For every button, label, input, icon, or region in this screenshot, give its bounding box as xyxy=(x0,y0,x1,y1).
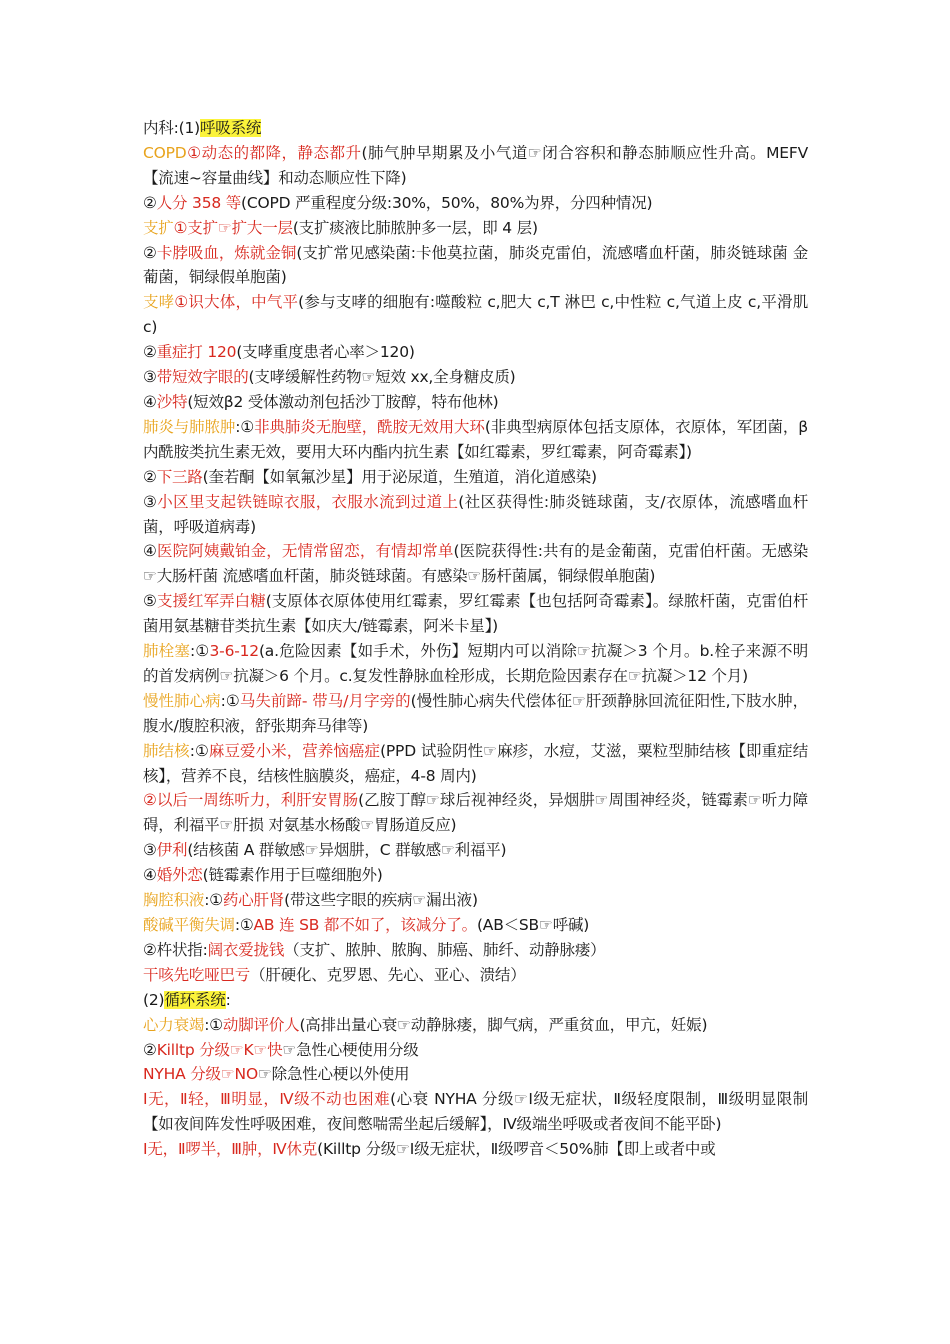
text-line xyxy=(143,539,808,589)
text-line xyxy=(143,739,808,789)
text-segment: 肺栓塞 xyxy=(143,642,191,661)
text-segment: (结核菌 A 群敏感☞异烟肼，C 群敏感☞利福平) xyxy=(187,841,507,860)
text-line xyxy=(143,963,808,988)
text-line xyxy=(143,589,808,639)
text-segment: (支哮重度患者心率＞120) xyxy=(236,343,415,362)
text-segment: NYHA 分级☞NO xyxy=(143,1065,258,1084)
text-segment: (心衰 NYHA 分级☞Ⅰ级无症状，Ⅱ级轻度限制，Ⅲ级明显限制【如夜间阵发性呼吸困难，夜间憋喘需坐起后缓解】，Ⅳ级端坐呼吸或者夜间不能平卧) xyxy=(143,1090,808,1134)
text-segment: (慢性肺心病失代偿体征☞肝颈静脉回流征阳性,下肢水肿，腹水/腹腔积液，舒张期奔马律等) xyxy=(143,691,808,735)
text-segment: 酸碱平衡失调 xyxy=(143,916,235,934)
text-segment: 阔衣爱拢钱 xyxy=(207,940,285,959)
text-line xyxy=(143,838,808,863)
text-segment: (短效β2 受体激动剂包括沙丁胺醇，特布他林) xyxy=(187,392,499,411)
text-line xyxy=(143,490,808,540)
document-page xyxy=(143,116,808,1162)
text-line xyxy=(143,863,808,888)
text-segment: ☞急性心梗使用分级 xyxy=(282,1040,419,1059)
text-segment: (支扩痰液比肺脓肿多一层，即 4 层) xyxy=(292,218,538,237)
text-segment: 非典肺炎无胞壁，酰胺无效用大环 xyxy=(254,417,485,436)
text-segment: 肺结核 xyxy=(143,741,190,760)
text-segment: AB 连 SB 都不如了，该减分了。 xyxy=(253,916,477,934)
text-segment: 伊利 xyxy=(156,841,188,860)
text-segment: 内科:(1) xyxy=(143,119,200,137)
text-line xyxy=(143,241,808,291)
text-segment: ③ xyxy=(143,841,157,860)
text-segment: 干咳先吃哑巴亏 xyxy=(143,965,251,984)
text-segment: :① xyxy=(234,916,254,934)
text-segment: :① xyxy=(235,417,255,436)
text-segment: (医院获得性:共有的是金葡菌，克雷伯杆菌。无感染☞大肠杆菌 流感嗜血杆菌，肺炎链球菌。有感染☞肠杆菌属，铜绿假单胞菌) xyxy=(143,542,808,586)
text-segment: :① xyxy=(204,891,223,910)
text-segment: (带这些字眼的疾病☞漏出液) xyxy=(284,891,478,910)
text-line xyxy=(143,191,808,216)
text-segment: ④ xyxy=(143,866,157,885)
text-line xyxy=(143,116,808,141)
text-line xyxy=(143,1087,808,1137)
text-segment: 支哮 xyxy=(143,293,175,312)
text-segment: ② xyxy=(143,467,157,486)
text-segment: ③ xyxy=(143,492,158,511)
text-line xyxy=(143,788,808,838)
text-segment: :① xyxy=(190,642,210,661)
text-segment: 沙特 xyxy=(156,392,188,411)
text-segment: ② xyxy=(143,193,157,212)
text-segment: (社区获得性:肺炎链球菌，支/衣原体，流感嗜血杆菌，呼吸道病毒) xyxy=(143,492,809,536)
text-segment: ☞除急性心梗以外使用 xyxy=(257,1065,410,1084)
text-segment: ①支扩☞扩大一层 xyxy=(173,218,293,237)
text-segment: (乙胺丁醇☞球后视神经炎，异烟肼☞周围神经炎，链霉素☞听力障碍，利福平☞肝损 对氨基水杨酸☞胃肠道反应) xyxy=(143,791,808,835)
text-line xyxy=(143,290,808,340)
text-line xyxy=(143,938,808,963)
text-segment: :① xyxy=(189,741,209,760)
text-line xyxy=(143,639,808,689)
text-segment: (奎若酮【如氧氟沙星】用于泌尿道，生殖道，消化道感染) xyxy=(202,467,597,486)
text-line xyxy=(143,141,808,191)
text-segment: 医院阿姨戴铂金，无情常留恋，有情却常单 xyxy=(157,542,454,561)
text-line xyxy=(143,340,808,365)
text-segment: (支哮缓解性药物☞短效 xx,全身糖皮质) xyxy=(248,368,516,387)
section-heading: 呼吸系统 xyxy=(199,119,262,137)
text-segment: Killtp 分级☞K☞快 xyxy=(156,1040,283,1059)
text-segment: ③ xyxy=(143,368,157,387)
text-segment: 下三路 xyxy=(156,467,203,486)
text-segment: (COPD 严重程度分级:30%，50%，80%为界，分四种情况) xyxy=(241,193,653,212)
text-segment: ② xyxy=(143,791,157,810)
text-segment: ①动态的都降，静态都升 xyxy=(186,143,362,162)
text-segment: :① xyxy=(220,691,240,710)
text-line xyxy=(143,689,808,739)
text-line xyxy=(143,913,808,938)
text-segment: 动脚评价人 xyxy=(222,1015,300,1034)
section-heading: 循环系统 xyxy=(164,990,226,1009)
text-line xyxy=(143,888,808,913)
text-segment: (支原体衣原体使用红霉素，罗红霉素【也包括阿奇霉素】。绿脓杆菌，克雷伯杆菌用氨基糖苷类抗生素【如庆大/链霉素，阿米卡星】) xyxy=(143,592,808,636)
text-segment: ② xyxy=(143,343,157,362)
text-segment: COPD xyxy=(143,143,187,162)
text-segment: 心力衰竭 xyxy=(143,1015,205,1034)
text-segment: (Killtp 分级☞Ⅰ级无症状，Ⅱ级啰音＜50%肺【即上或者中或 xyxy=(317,1140,716,1159)
text-segment: :① xyxy=(204,1015,223,1034)
text-segment: （肝硬化、克罗恩、先心、亚心、溃结） xyxy=(250,965,526,984)
text-segment: 婚外恋 xyxy=(156,866,203,885)
text-line xyxy=(143,1038,808,1063)
text-line xyxy=(143,1062,808,1087)
text-segment: 马失前蹄- 带马/月字旁的 xyxy=(239,691,411,710)
text-segment: (链霉素作用于巨噬细胞外) xyxy=(202,866,383,885)
text-segment: ② xyxy=(143,243,157,262)
text-line xyxy=(143,988,808,1013)
text-segment: 3-6-12 xyxy=(209,642,259,661)
text-segment: 胸腔积液 xyxy=(143,891,205,910)
text-line xyxy=(143,216,808,241)
text-segment: 支扩 xyxy=(143,218,174,237)
text-segment: 麻豆爱小米，营养恼癌症 xyxy=(208,741,381,760)
text-segment: (高排出量心衰☞动静脉瘘，脚气病，严重贫血，甲亢，妊娠) xyxy=(299,1015,708,1034)
text-segment: Ⅰ无，Ⅱ啰半，Ⅲ肿，Ⅳ休克 xyxy=(143,1140,318,1159)
text-segment: （支扩、脓肿、脓胸、肺癌、肺纤、动静脉瘘） xyxy=(284,940,606,959)
text-segment: ④ xyxy=(143,392,157,411)
text-line xyxy=(143,1013,808,1038)
text-segment: 肺炎与肺脓肿 xyxy=(143,417,236,436)
text-segment: 小区里支起铁链晾衣服，衣服水流到过道上 xyxy=(157,492,459,511)
text-segment: 药心肝肾 xyxy=(222,891,285,910)
text-segment: (2) xyxy=(143,990,165,1009)
text-segment: (AB＜SB☞呼碱) xyxy=(476,916,590,934)
text-segment: 带短效字眼的 xyxy=(156,368,249,387)
text-segment: 慢性肺心病 xyxy=(143,691,221,710)
text-segment: (支扩常见感染菌:卡他莫拉菌，肺炎克雷伯，流感嗜血杆菌，肺炎链球菌 金葡菌，铜绿假单胞菌) xyxy=(143,243,808,287)
text-segment: ④ xyxy=(143,542,158,561)
text-segment: : xyxy=(225,990,231,1009)
text-segment: 卡脖吸血，炼就金铜 xyxy=(156,243,297,262)
text-line xyxy=(143,465,808,490)
text-segment: (PPD 试验阴性☞麻疹，水痘，艾滋，粟粒型肺结核【即重症结核】，营养不良，结核性脑膜炎，癌症，4-8 周内) xyxy=(143,741,808,785)
text-line xyxy=(143,1137,808,1162)
text-segment: ①识大体，中气平 xyxy=(174,293,299,312)
text-segment: (参与支哮的细胞有:噬酸粒 c,肥大 c,T 淋巴 c,中性粒 c,气道上皮 c,平滑肌 c) xyxy=(143,293,808,337)
text-segment: ⑤ xyxy=(143,592,157,611)
text-line xyxy=(143,390,808,415)
text-segment: 以后一周练听力，利肝安胃肠 xyxy=(156,791,359,810)
text-segment: 支援红军弄白糖 xyxy=(156,592,266,611)
text-segment: 人分 358 等 xyxy=(156,193,242,212)
text-segment: (肺气肿早期累及小气道☞闭合容积和静态肺顺应性升高。MEFV【流速~容量曲线】和动态顺应性下降) xyxy=(143,143,808,187)
text-segment: ② xyxy=(143,1040,157,1059)
text-line xyxy=(143,415,808,465)
text-segment: ②杵状指: xyxy=(143,940,208,959)
text-segment: (a.危险因素【如手术，外伤】短期内可以消除☞抗凝＞3 个月。b.栓子来源不明的首发病例☞抗凝＞6 个月。c.复发性静脉血栓形成，长期危险因素存在☞抗凝＞12 个月) xyxy=(143,642,809,685)
text-segment: 重症打 120 xyxy=(156,343,237,362)
text-line xyxy=(143,365,808,390)
text-segment: Ⅰ无，Ⅱ轻，Ⅲ明显，Ⅳ级不动也困难 xyxy=(143,1090,391,1109)
text-segment: (非典型病原体包括支原体，衣原体，军团菌，β内酰胺类抗生素无效，要用大环内酯内抗生素【如红霉素，罗红霉素，阿奇霉素】) xyxy=(143,417,808,461)
